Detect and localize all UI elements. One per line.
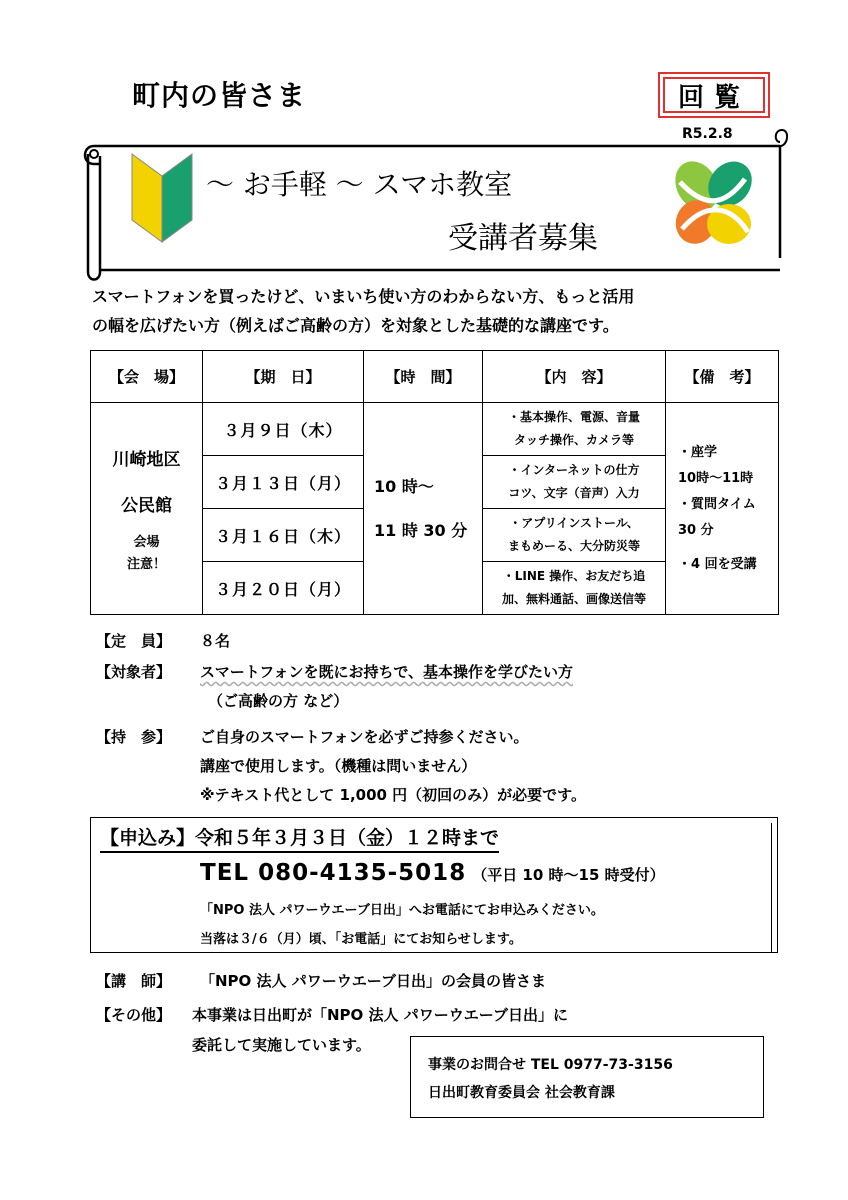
other-row [96,1004,568,1025]
other-value: 本事業は日出町が「NPO 法人 パワーウエーブ日出」に [192,1006,568,1024]
beginner-mark-icon [132,154,192,242]
header-notes: 【備 考】 [666,351,779,403]
banner-title: ～ お手軽 ～ スマホ教室 [206,168,513,201]
intro-text [92,282,782,340]
bring-label: 【持 参】 [96,728,172,746]
time-line: 10 時～ [374,476,434,496]
venue-line: 川崎地区 [112,449,181,470]
session-date: ３月２０日（月） [203,562,364,615]
table-header-row [91,351,779,403]
time-line: 11 時 30 分 [374,520,468,540]
bring-row [96,726,529,747]
notes-line: 10時～11時 [678,470,754,486]
banner-subtitle: 受講者募集 [448,221,598,256]
target-label: 【対象者】 [96,663,172,681]
instructor-label: 【講 師】 [96,972,172,990]
contact-department: 日出町教育委員会 社会教育課 [428,1085,615,1101]
content-line: タッチ操作、カメラ等 [513,433,634,447]
content-line: ・基本操作、電源、音量 [507,410,640,424]
bring-fee: ※テキスト代として 1,000 円（初回のみ）が必要です。 [200,786,586,804]
application-tel: TEL 080-4135-5018 [200,860,467,886]
instructor-value: 「NPO 法人 パワーウエーブ日出」の会員の皆さま [200,972,546,990]
other-label: 【その他】 [96,1006,172,1024]
session-content [483,562,666,615]
header-time: 【時 間】 [364,351,483,403]
schedule-table [90,350,779,615]
content-line: コツ、文字（音声）入力 [508,486,640,500]
capacity-value: ８名 [200,632,231,650]
circulation-stamp [658,72,770,118]
clover-logo-icon [667,153,761,250]
notes-line: ・4 回を受講 [678,556,757,572]
application-result-note: 当落は３/６（月）頃、「お電話」にてお知らせします。 [200,932,522,947]
venue-note [91,532,202,576]
table-row [91,403,779,456]
contact-box [410,1036,764,1118]
header-content: 【内 容】 [483,351,666,403]
target-note: （ご高齢の方 など） [208,692,349,710]
session-content [483,403,666,456]
issue-date: R5.2.8 [682,126,733,142]
addressee: 町内の皆さま [132,79,307,112]
notes-line: ・質問タイム [678,496,756,512]
venue-cell [91,403,203,615]
session-date: ３月１６日（木） [203,509,364,562]
instructor-row [96,970,546,991]
content-line: ・アプリインストール、 [509,516,639,530]
intro-line: の幅を広げたい方（例えばご高齢の方）を対象とした基礎的な講座です。 [92,316,619,335]
venue-note-line: 注意！ [126,556,166,572]
notes-cell [666,403,779,615]
application-hours: （平日 10 時～15 時受付） [472,866,665,884]
content-line: ・インターネットの仕方 [508,463,640,477]
notes-line: 30 分 [678,522,714,538]
content-line: 加、無料通話、画像送信等 [501,592,646,606]
intro-line: スマートフォンを買ったけど、いまいち使い方のわからない方、もっと活用 [92,287,635,306]
time-cell [364,403,483,615]
header-venue: 【会 場】 [91,351,203,403]
application-deadline: 【申込み】令和５年３月３日（金）１２時まで [100,823,499,853]
session-date: ３月９日（木） [203,403,364,456]
venue-line: 公民館 [121,495,172,516]
header-date: 【期 日】 [203,351,364,403]
other-note: 委託して実施しています。 [192,1036,371,1054]
notes-line: ・座学 [678,444,718,460]
capacity-label: 【定 員】 [96,632,172,650]
venue-note-line: 会場 [133,534,160,550]
target-value: スマートフォンを既にお持ちで、基本操作を学びたい方 [200,663,574,681]
content-line: ・LINE 操作、お友だち追 [502,569,646,583]
session-content [483,456,666,509]
bring-value: ご自身のスマートフォンを必ずご持参ください。 [200,728,529,746]
contact-tel: 事業のお問合せ TEL 0977-73-3156 [428,1057,673,1073]
bring-note: 講座で使用します。（機種は問いません） [200,757,477,775]
session-date: ３月１３日（月） [203,456,364,509]
session-content [483,509,666,562]
content-line: まもめーる、大分防災等 [507,539,640,553]
circulation-label: 回覧 [663,77,765,113]
application-tel-line [200,860,665,886]
capacity-row [96,630,230,651]
scroll-banner [80,124,800,284]
target-row [96,661,573,682]
application-instruction: 「NPO 法人 パワーウエーブ日出」へお電話にてお申込みください。 [200,903,604,918]
